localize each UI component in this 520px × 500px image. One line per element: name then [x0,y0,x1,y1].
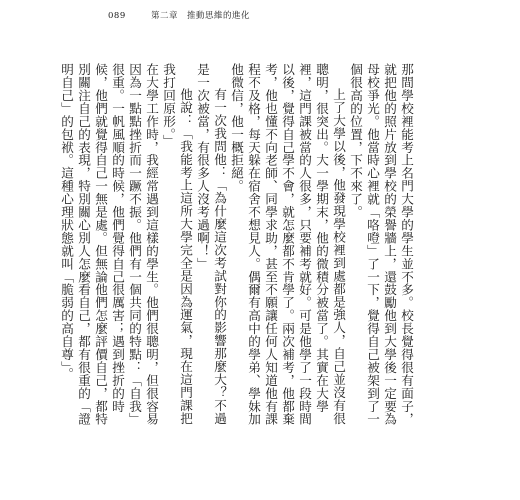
paragraph-3: 有一次我問他：「為什麼這次考試對你的影響那麼大？不過是一次被當，有很多人沒考過啊！」 [195,63,227,425]
paragraph-4: 他說：「我能考上這所大學完全是因為運氣，現在這門課把我打回原形。」 [161,63,193,425]
page-header [108,9,250,21]
page-number: 089 [108,11,126,21]
paragraph-1: 那間學校裡能考上名門大學的學生並不多。校長覺得很有面子，就把他的照片放到學校的榮譽牆上，還鼓勵他到大學後一定要為母校爭光。他當時心裡就「咯噔」了一下，覺得自己被架到了一個很高的位置，下不來了。 [348,63,414,426]
chapter-title: 第二章 推動思維的進化 [150,11,250,21]
paragraph-5: 在大學工作時，我經常遇到這樣的學生。他們很聰明，但很容易因為一點點挫折而一蹶不振。他們有一個共同的特點：「自我」很重。一帆風順的時候，他們覺得自己很厲害；遇到挫折的時候，他們就覺得自己一無是處。但無論他們怎麼評價自己，都特別關注自己的表現，特別關心別人怎麼看自己，都有很重的「證明自己」的包袱。這種心理狀態就叫「脆弱的高自尊」。 [59,63,159,426]
body-text [59,63,415,431]
paragraph-2: 上了大學以後，他發現學校裡到處都是強人，自己並沒有很聰明，很突出。大一學期末，他的微積分被當了。其實在大學裡，這門課被當的人很多，只要補考就好。可是他學了一段時間以後，覺得自己學不會，就怎麼都不肯學了。兩次補考，他都棄考，他也懂不向老師、同學求助，甚至不願讓任何人知道他有課程不及格，每天躲在宿舍不想見人。偶爾有高中的學弟、學妹加他微信，他一概拒絕。 [229,63,346,426]
